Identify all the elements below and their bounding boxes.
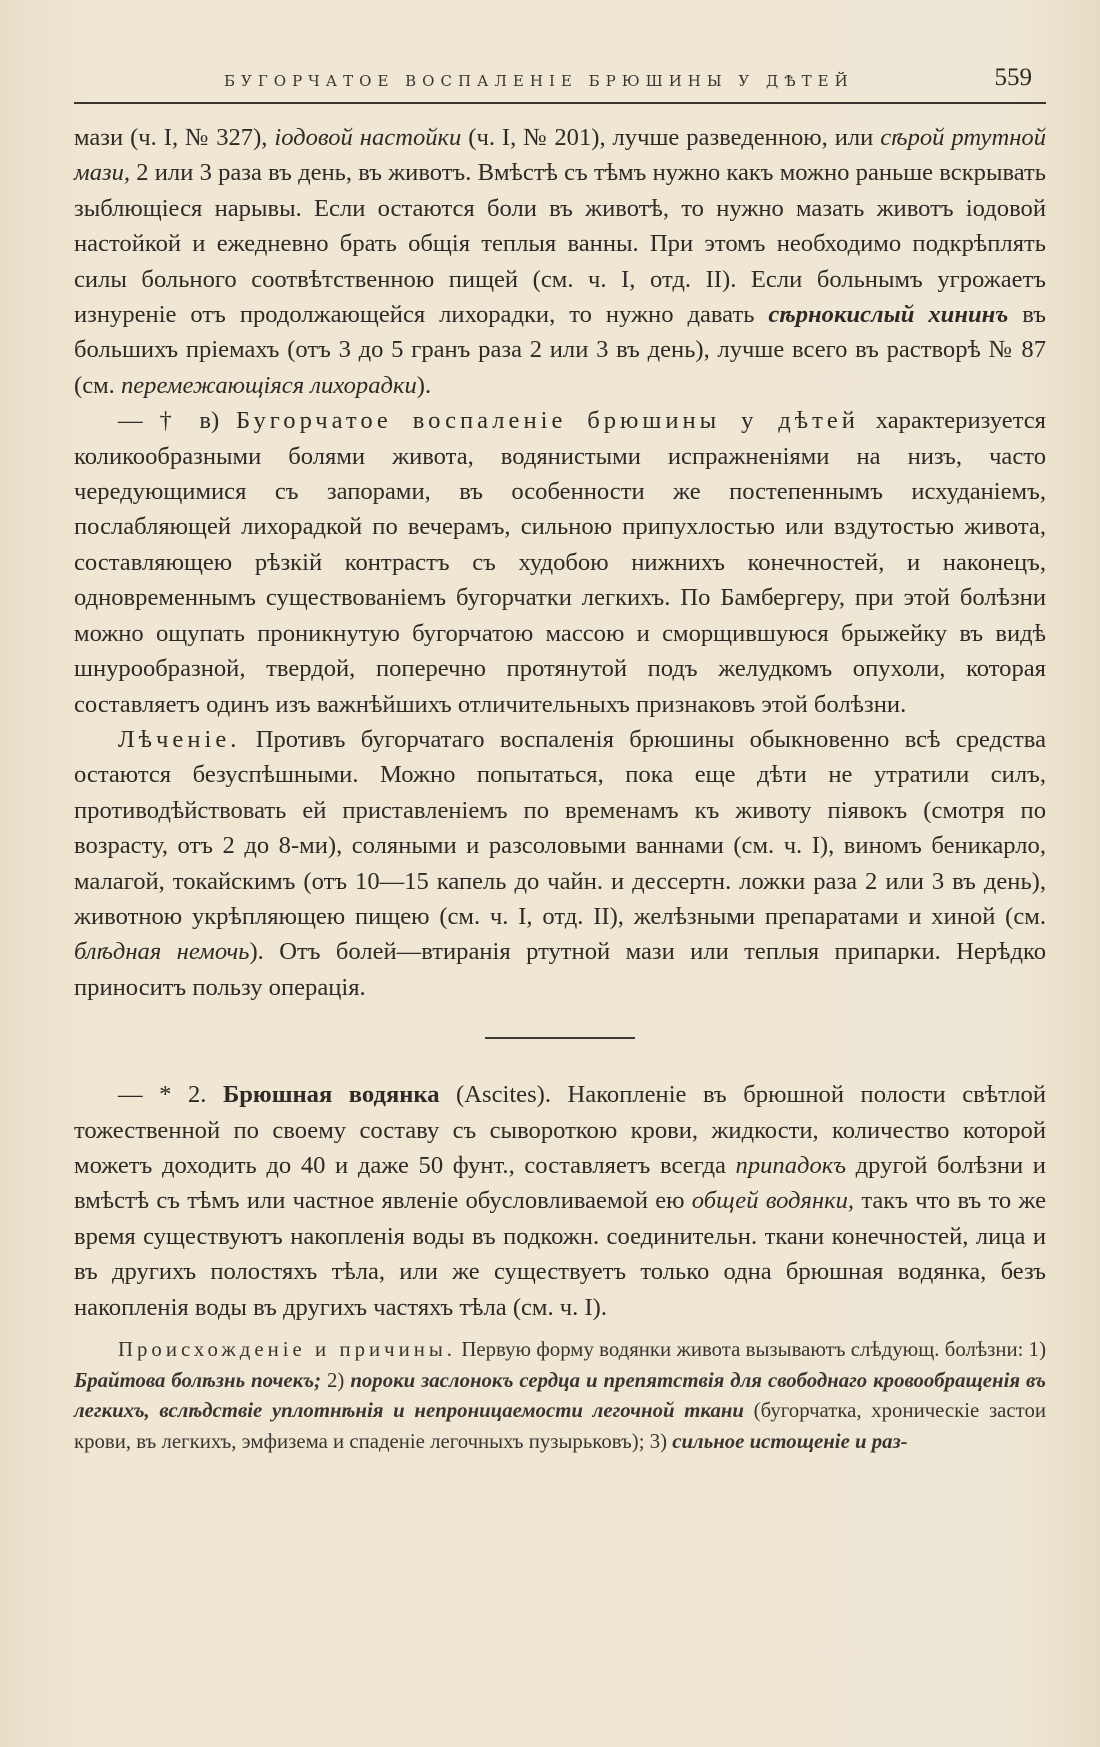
text-run: въ большихъ пріемахъ (отъ 3 до 5 гранъ раза 2 или 3 въ день), лучше всего въ растворѣ № 87 (см. bbox=[74, 301, 1046, 399]
italic-term: блѣдная немочь bbox=[74, 938, 250, 966]
text-run: (ч. I, № 201), лучше разведенною, или bbox=[461, 124, 881, 151]
text-run: (бугорчатка, хроническіе застои крови, въ легкихъ, эмфизема и спаденіе легочныхъ пузырьковъ); 3) bbox=[74, 1399, 1046, 1453]
page-number: 559 bbox=[994, 64, 1032, 91]
italic-term: Брайтова болѣзнь почекъ; bbox=[74, 1368, 322, 1392]
spaced-heading: Лѣченіе. bbox=[118, 725, 241, 753]
text-run: ). Отъ болей—втиранія ртутной мази или теплыя припарки. Нерѣдко приноситъ пользу операція. bbox=[74, 938, 1046, 1001]
italic-term: припадокъ bbox=[735, 1151, 847, 1179]
italic-term: сильное истощеніе и раз- bbox=[672, 1429, 908, 1453]
body-text bbox=[74, 120, 1046, 1457]
italic-term: пороки заслонокъ сердца и препятствія для свободнаго кровообращенія въ легкихъ, вслѣдствіе уплотнѣнія и непроницаемости легочной ткани bbox=[74, 1368, 1047, 1422]
text-run: 2) bbox=[321, 1368, 351, 1392]
text-run: такъ что въ то же время существуютъ накопленія воды въ подкожн. соединительн. ткани конечностей, лица и въ другихъ полостяхъ тѣла, или же существуетъ только одна брюшная водянка, безъ накопленія воды въ другихъ частяхъ тѣла (см. ч. I). bbox=[74, 1187, 1047, 1321]
italic-term: сѣрнокислый хининъ bbox=[768, 301, 1009, 329]
paragraph-origin-causes bbox=[74, 1335, 1046, 1457]
text-run: другой болѣзни и вмѣстѣ съ тѣмъ или частное явленіе обусловливаемой ею bbox=[74, 1151, 1046, 1215]
paragraph-treatment-continuation bbox=[74, 120, 1046, 403]
text-run: ). bbox=[416, 371, 432, 399]
text-run: — † в) bbox=[118, 407, 236, 435]
text-run: мази (ч. I, № 327), bbox=[74, 124, 275, 151]
paragraph-ascites bbox=[74, 1077, 1046, 1325]
bold-heading: Брюшная водянка bbox=[222, 1081, 440, 1109]
text-run: Первую форму водянки живота вызываютъ слѣдующ. болѣзни: 1) bbox=[456, 1338, 1046, 1361]
spaced-heading: Бугорчатое воспаленіе брюшины у дѣтей bbox=[236, 407, 859, 435]
text-run: (Ascites). Накопленіе въ брюшной полости свѣтлой тожественной по своему составу съ сывороткою крови, жидкости, количество которой можетъ доходить до 40 и даже 50 фунт., составляетъ всегда bbox=[74, 1081, 1046, 1179]
text-run: — * 2. bbox=[118, 1081, 223, 1109]
italic-term: іодовой настойки bbox=[274, 124, 462, 151]
text-run: 2 или 3 раза въ день, въ животъ. Вмѣстѣ съ тѣмъ нужно какъ можно раньше вскрывать зыблющіеся нарывы. Если остаются боли въ животѣ, то нужно мазать животъ іодовой настойкой и ежедневно брать общія теплыя ванны. При этомъ необходимо подкрѣплять силы больного соотвѣтственною пищей (см. ч. I, отд. II). Если больнымъ угрожаетъ изнуреніе отъ продолжающейся лихорадки, то нужно давать bbox=[74, 159, 1046, 329]
italic-term: сѣрой ртутной мази, bbox=[74, 124, 1046, 187]
italic-term: общей водянки, bbox=[691, 1187, 855, 1215]
spaced-heading: Происхожденіе и причины. bbox=[118, 1338, 457, 1361]
paragraph-tuberculous-peritonitis bbox=[74, 403, 1046, 722]
text-run: характеризуется коликообразными болями живота, водянистыми испражненіями на низъ, часто чередующимися съ запорами, въ особенности же постепеннымъ исхуданіемъ, послабляющей лихорадкой по вечерамъ, сильною припухлостью или вздутостью живота, составляющею рѣзкій контрастъ съ худобою нижнихъ конечностей, и наконецъ, одновременнымъ существованіемъ бугорчатки легкихъ. По Бамбергеру, при этой болѣзни можно ощупать проникнутую бугорчатою массою и сморщившуюся брыжейку въ видѣ шнурообразной, твердой, поперечно протянутой подъ желудкомъ опухоли, которая составляетъ одинъ изъ важнѣйшихъ отличительныхъ признаковъ этой болѣзни. bbox=[74, 407, 1046, 718]
paragraph-treatment bbox=[74, 722, 1046, 1005]
page-header bbox=[74, 58, 1046, 104]
section-divider bbox=[485, 1037, 635, 1039]
italic-term: перемежающіяся лихорадки bbox=[120, 371, 417, 399]
running-title: БУГОРЧАТОЕ ВОСПАЛЕНІЕ БРЮШИНЫ У ДѢТЕЙ bbox=[224, 72, 854, 90]
text-run: Противъ бугорчатаго воспаленія брюшины обыкновенно всѣ средства остаются безуспѣшными. Можно попытаться, пока еще дѣти не утратили силъ, противодѣйствовать ей приставленіемъ по временамъ къ животу піявокъ (смотря по возрасту, отъ 2 до 8-ми), соляными и разсоловыми ваннами (см. ч. I), виномъ беникарло, малагой, токайскимъ (отъ 10—15 капель до чайн. и дессертн. ложки раза 2 или 3 въ день), животною укрѣпляющею пищею (см. ч. I, отд. II), желѣзными препаратами и хиной (см. bbox=[74, 725, 1046, 930]
